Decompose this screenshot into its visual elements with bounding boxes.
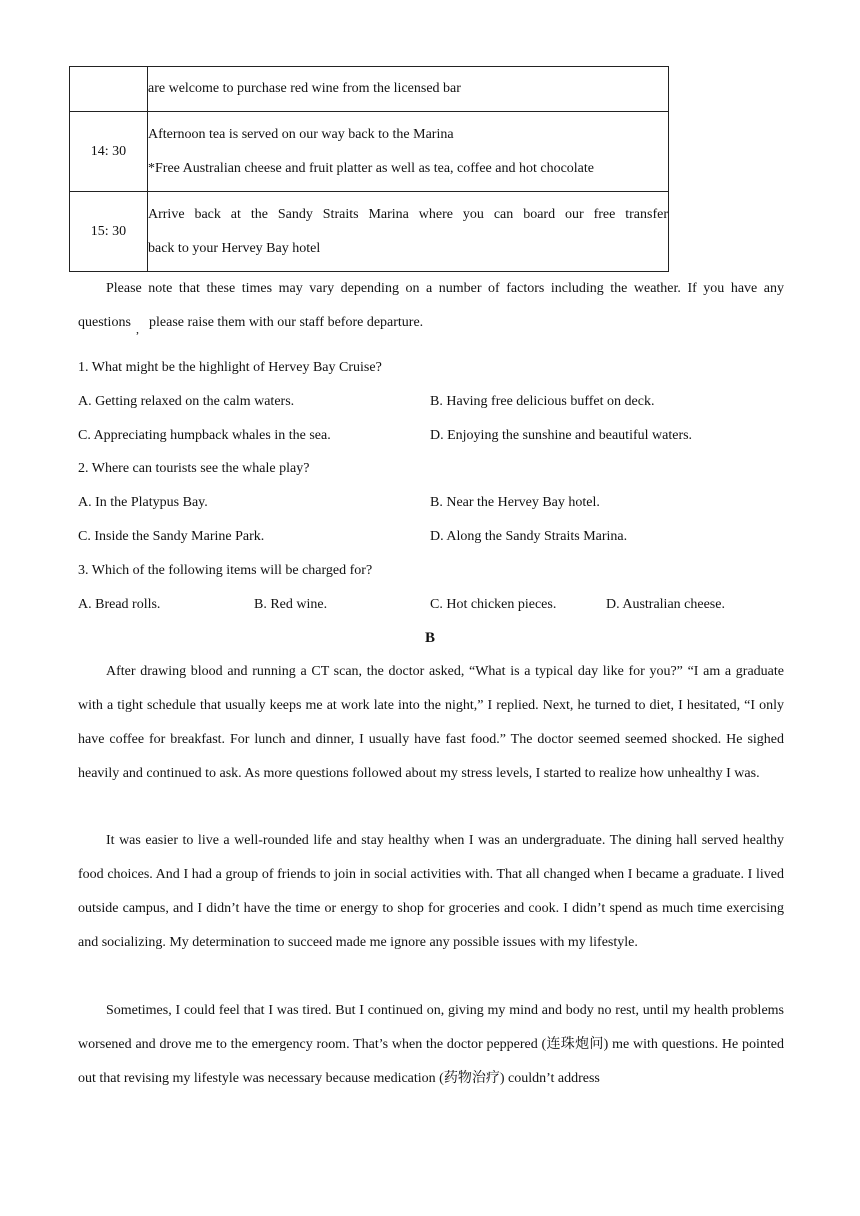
note-line-1: Please note that these times may vary depending on a number of factors including the weather. If you have any — [106, 281, 784, 296]
question-2-stem: 2. Where can tourists see the whale play? — [78, 461, 310, 476]
question-3-option-a: A. Bread rolls. — [78, 597, 161, 612]
question-1-option-b: B. Having free delicious buffet on deck. — [430, 394, 655, 409]
activity-line: Afternoon tea is served on our way back to the Marina — [148, 126, 454, 142]
section-b-heading: B — [424, 630, 435, 646]
question-3-option-c: C. Hot chicken pieces. — [430, 597, 557, 612]
time-cell — [70, 67, 148, 112]
schedule-table — [69, 66, 669, 272]
question-1-option-a: A. Getting relaxed on the calm waters. — [78, 394, 295, 409]
question-3-option-d: D. Australian cheese. — [606, 597, 725, 612]
note-comma: , — [136, 322, 139, 336]
section-b-paragraph-1: After drawing blood and running a CT scan, the doctor asked, “What is a typical day like for you?” “I am a graduate with a tight schedule that usually keeps me at work late into the night,” I replied. Next, he turned to diet, I hesitated, “I only have coffee for breakfast. For lunch and dinner, I usually have fast food.” The doctor seemed seemed shocked. He sighed heavily and continued to ask. As more questions followed about my stress levels, I started to realize how unhealthy I was. — [78, 664, 784, 781]
question-1-option-c: C. Appreciating humpback whales in the sea. — [78, 428, 331, 443]
section-b-paragraph-2: It was easier to live a well-rounded life and stay healthy when I was an undergraduate. The dining hall served healthy food choices. And I had a group of friends to join in social activities with. That all changed when I became a graduate. I lived outside campus, and I didn’t have the time or energy to shop for groceries and cook. I didn’t spend as much time exercising and socializing. My determination to succeed made me ignore any possible issues with my lifestyle. — [78, 833, 784, 950]
activity-cell — [148, 112, 669, 192]
table-row — [70, 192, 669, 272]
question-2-option-a: A. In the Platypus Bay. — [78, 495, 208, 510]
activity-line: *Free Australian cheese and fruit platter as well as tea, coffee and hot chocolate — [148, 160, 594, 176]
question-3-option-b: B. Red wine. — [254, 597, 328, 612]
time-cell: 14: 30 — [70, 112, 148, 192]
question-2-option-b: B. Near the Hervey Bay hotel. — [430, 495, 600, 510]
note-line-2 — [78, 313, 131, 333]
note-line-2b: please raise them with our staff before departure. — [149, 315, 424, 330]
question-1-stem: 1. What might be the highlight of Hervey Bay Cruise? — [78, 360, 382, 375]
activity-line: Arrive back at the Sandy Straits Marina where you can board our free transfer — [148, 206, 668, 222]
note-text: questions — [78, 315, 131, 330]
time-cell: 15: 30 — [70, 192, 148, 272]
activity-cell — [148, 192, 669, 272]
question-3-stem: 3. Which of the following items will be charged for? — [78, 563, 373, 578]
question-2-option-d: D. Along the Sandy Straits Marina. — [430, 529, 628, 544]
question-1-option-d: D. Enjoying the sunshine and beautiful waters. — [430, 428, 693, 443]
question-2-option-c: C. Inside the Sandy Marine Park. — [78, 529, 265, 544]
section-b-paragraph-3: Sometimes, I could feel that I was tired. But I continued on, giving my mind and body no rest, until my health problems worsened and drove me to the emergency room. That’s when the doctor peppered (连珠炮问) me with questions. He pointed out that revising my lifestyle was necessary because medication (药物治疗) couldn’t address — [78, 1003, 784, 1086]
table-row — [70, 67, 669, 112]
activity-cell — [148, 67, 669, 112]
activity-line: back to your Hervey Bay hotel — [148, 240, 321, 256]
table-row — [70, 112, 669, 192]
activity-line: are welcome to purchase red wine from the licensed bar — [148, 81, 461, 96]
